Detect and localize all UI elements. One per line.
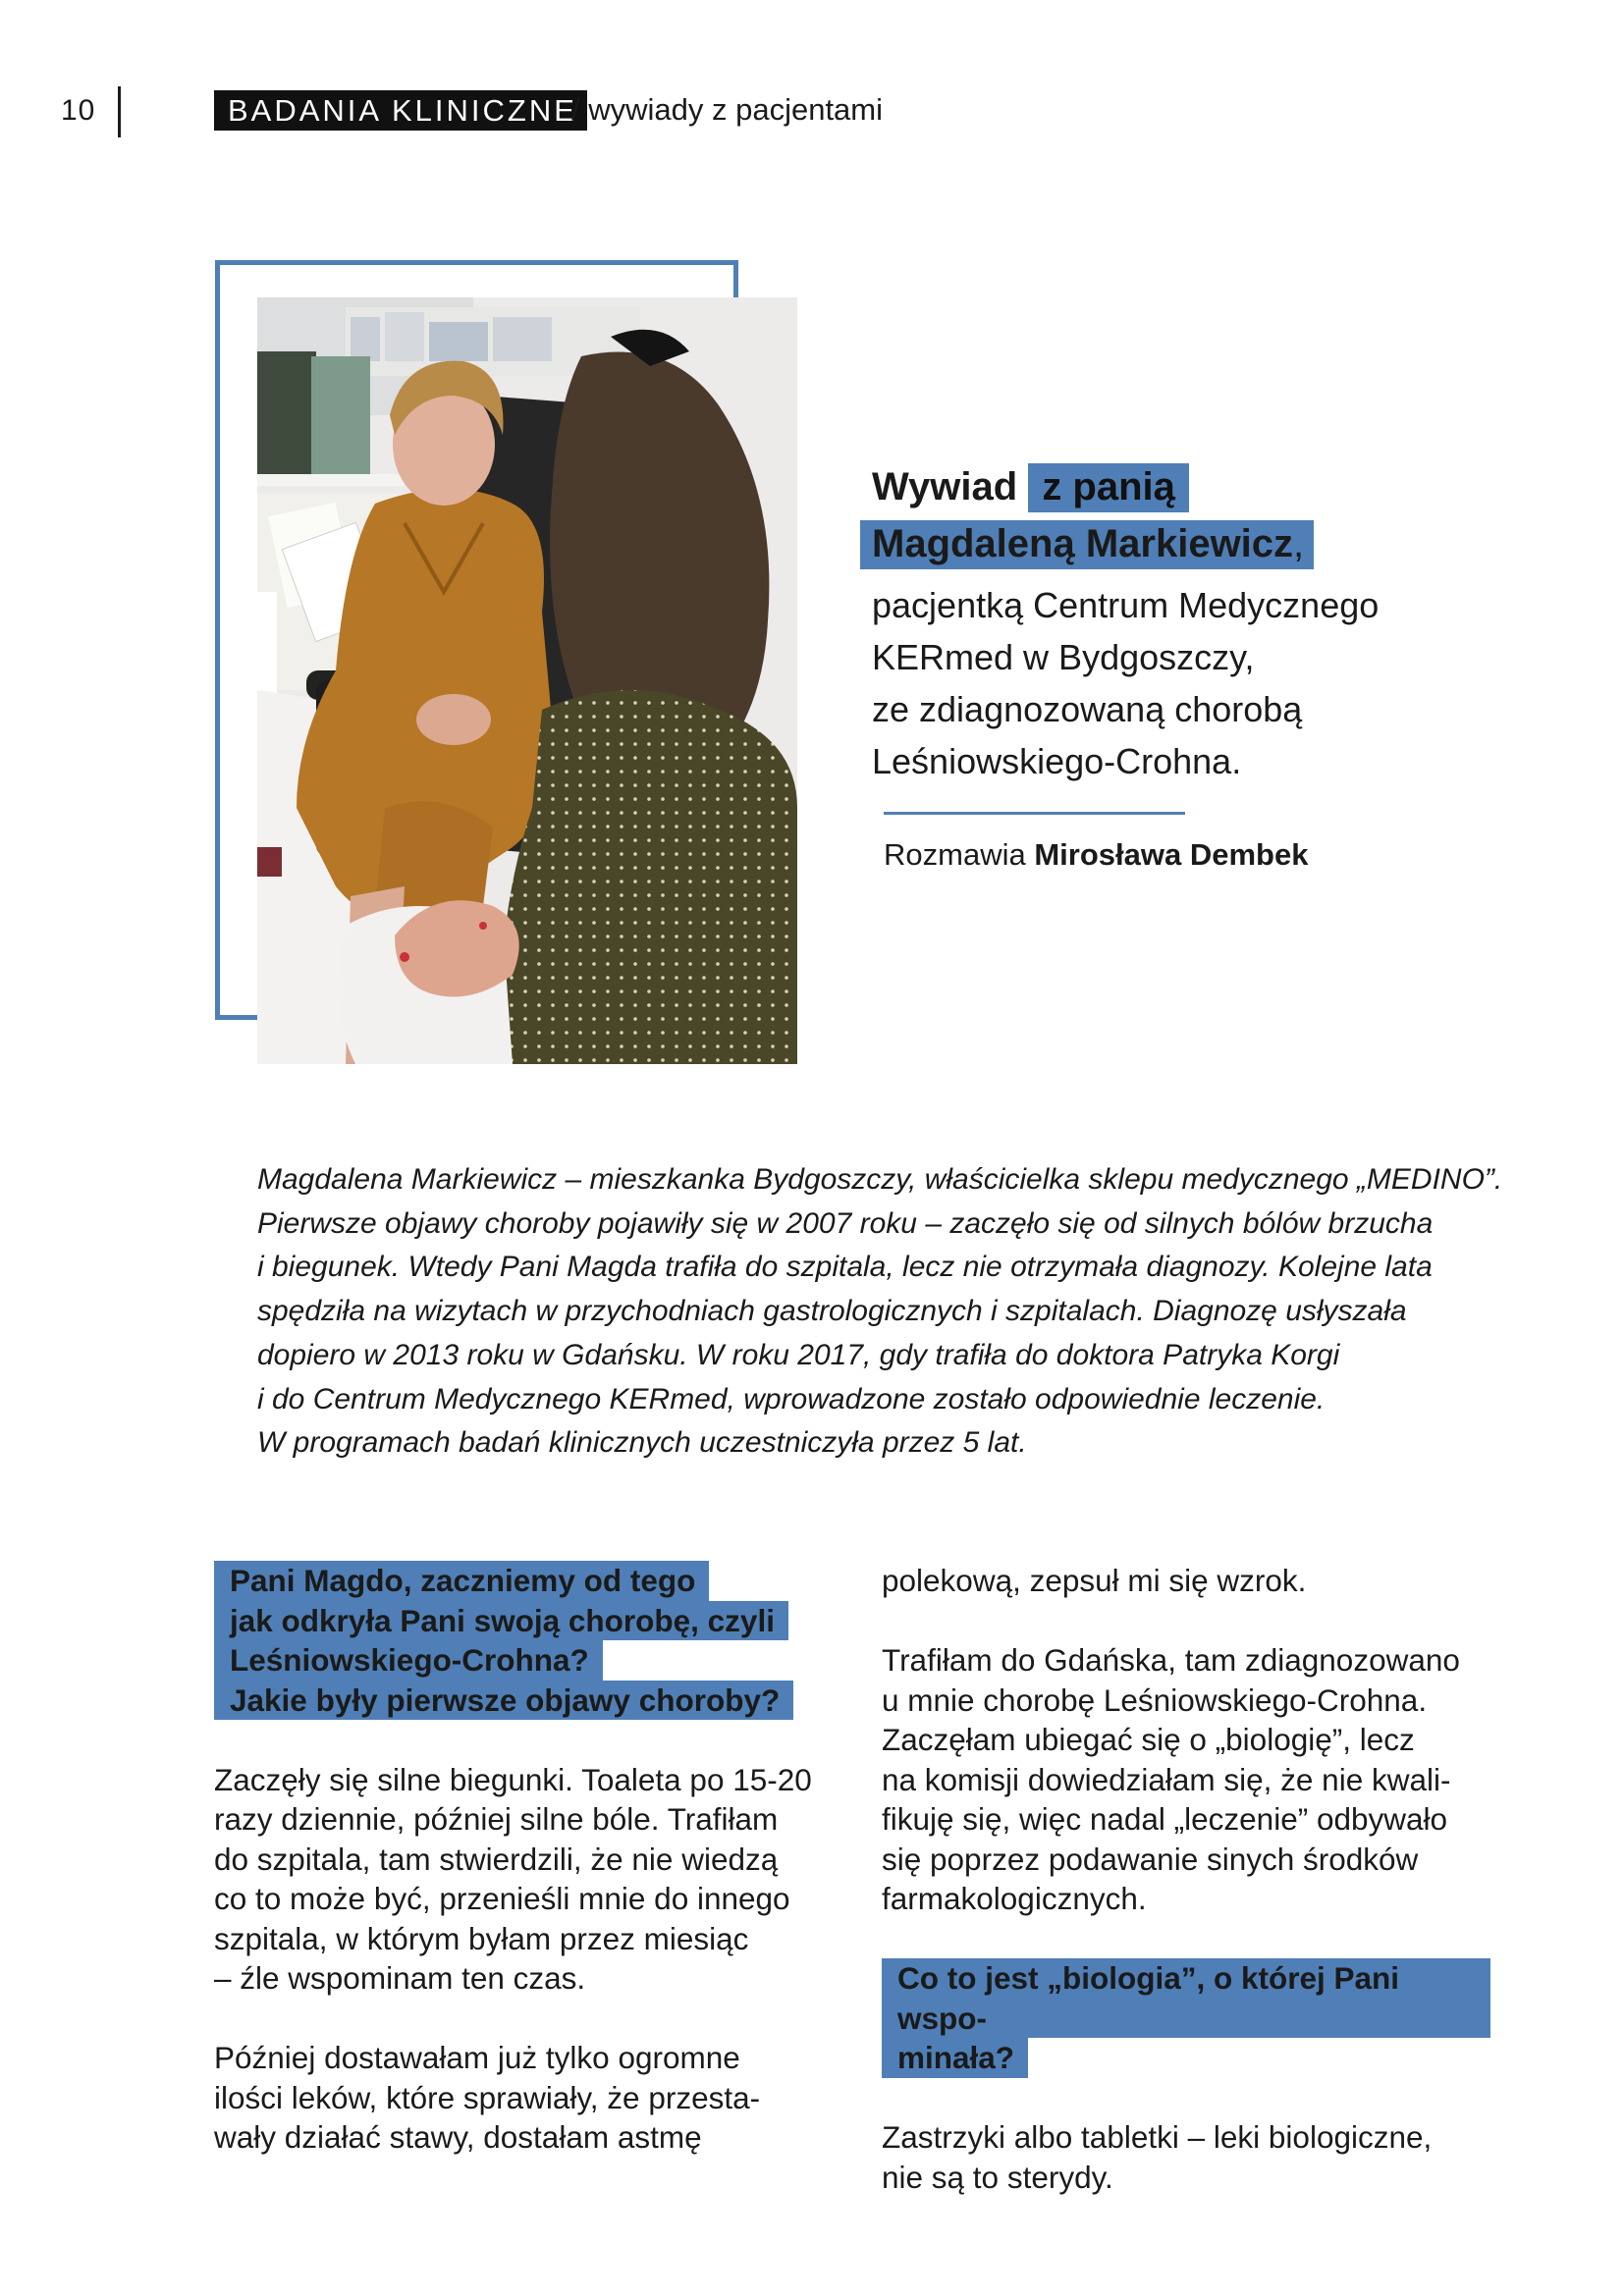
answer-line: co to może być, przenieśli mnie do innego <box>214 1881 790 1916</box>
answer-line: ilości leków, które sprawiały, że przesta- <box>214 2079 761 2115</box>
intro-line: Magdalena Markiewicz – mieszkanka Bydgoszczy, właścicielka sklepu medycznego „MEDINO”. <box>257 1163 1503 1196</box>
answer-line: do szpitala, tam stwierdzili, że nie wiedzą <box>214 1841 779 1877</box>
question-line: Jakie były pierwsze objawy choroby? <box>214 1681 793 1721</box>
interview-photo <box>257 297 797 1064</box>
title-highlight-name <box>860 520 1314 569</box>
left-column <box>214 1561 823 2197</box>
intro-line: spędziła na wizytach w przychodniach gastrologicznych i szpitalach. Diagnozę usłyszała <box>257 1295 1407 1328</box>
right-column <box>882 1561 1490 2237</box>
answer-2 <box>214 2038 823 2158</box>
interviewer-prefix: Rozmawia <box>884 837 1026 872</box>
answer-line: u mnie chorobę Leśniowskiego-Crohna. <box>882 1682 1428 1718</box>
article-title <box>872 461 1559 787</box>
answer-line: – źle wspominam ten czas. <box>214 1960 586 1996</box>
title-highlight-z-pania: z panią <box>1028 463 1189 512</box>
subtitle-line: pacjentką Centrum Medycznego <box>872 585 1380 625</box>
question-line: Leśniowskiego-Crohna? <box>214 1640 603 1681</box>
question-line: minała? <box>882 2038 1028 2078</box>
subtitle-line: ze zdiagnozowaną chorobą <box>872 689 1303 729</box>
interview-photo-illustration <box>257 297 797 1064</box>
title-comma: , <box>1293 522 1305 565</box>
answer-line: razy dziennie, później silne bóle. Trafiłam <box>214 1801 779 1837</box>
page-number-divider <box>118 86 121 137</box>
interviewer-credit <box>884 837 1308 873</box>
answer-4 <box>882 2117 1490 2197</box>
answer-line: Trafiłam do Gdańska, tam zdiagnozowano <box>882 1642 1460 1678</box>
title-divider <box>884 812 1185 815</box>
interviewer-name: Mirosława Dembek <box>1034 837 1309 872</box>
answer-3 <box>882 1640 1490 1919</box>
intro-line: i biegunek. Wtedy Pani Magda trafiła do szpitala, lecz nie otrzymała diagnozy. Kolejne lata <box>257 1251 1433 1284</box>
answer-line: farmakologicznych. <box>882 1881 1147 1916</box>
answer-line: fikuję się, więc nadal „leczenie” odbywało <box>882 1801 1448 1837</box>
answer-1 <box>214 1760 823 1999</box>
subtitle-line: Leśniowskiego-Crohna. <box>872 741 1242 781</box>
question-1 <box>214 1561 823 1720</box>
answer-line: Zastrzyki albo tabletki – leki biologiczne, <box>882 2119 1433 2155</box>
subtitle-line: KERmed w Bydgoszczy, <box>872 637 1255 677</box>
question-2 <box>882 1958 1490 2078</box>
intro-line: W programach badań klinicznych uczestniczyła przez 5 lat. <box>257 1426 1027 1460</box>
intro-line: i do Centrum Medycznego KERmed, wprowadzone zostało odpowiednie leczenie. <box>257 1382 1326 1415</box>
article-subtitle <box>872 579 1559 787</box>
section-subtitle: / wywiady z pacjentami <box>571 92 884 127</box>
answer-line: się poprzez podawanie sinych środków <box>882 1841 1419 1877</box>
intro-line: Pierwsze objawy choroby pojawiły się w 2007 roku – zaczęło się od silnych bólów brzucha <box>257 1206 1434 1240</box>
answer-line: na komisji dowiedziałam się, że nie kwali- <box>882 1761 1451 1797</box>
question-line: Pani Magdo, zaczniemy od tego <box>214 1561 709 1601</box>
title-word-wywiad: Wywiad <box>872 465 1018 508</box>
answer-line: Później dostawałam już tylko ogromne <box>214 2040 740 2075</box>
interviewee-name: Magdaleną Markiewicz <box>872 522 1294 565</box>
page-number: 10 <box>61 94 96 127</box>
answer-2-continued <box>882 1561 1490 1601</box>
answer-line: nie są to sterydy. <box>882 2159 1113 2195</box>
answer-line: Zaczęłam ubiegać się o „biologię”, lecz <box>882 1722 1415 1757</box>
intro-paragraph <box>257 1158 1514 1466</box>
intro-line: dopiero w 2013 roku w Gdańsku. W roku 2017, gdy trafiła do doktora Patryka Korgi <box>257 1338 1340 1371</box>
title-line-2 <box>872 518 1559 575</box>
section-label: BADANIA KLINICZNE <box>214 90 587 131</box>
question-line: jak odkryła Pani swoją chorobę, czyli <box>214 1601 788 1641</box>
answer-line: szpitala, w którym byłam przez miesiąc <box>214 1920 749 1956</box>
title-line-1 <box>872 461 1559 518</box>
question-line: Co to jest „biologia”, o której Pani wspo- <box>882 1958 1490 2038</box>
answer-line: polekową, zepsuł mi się wzrok. <box>882 1563 1307 1598</box>
answer-line: Zaczęły się silne biegunki. Toaleta po 15-20 <box>214 1761 812 1797</box>
answer-line: wały działać stawy, dostałam astmę <box>214 2119 702 2155</box>
